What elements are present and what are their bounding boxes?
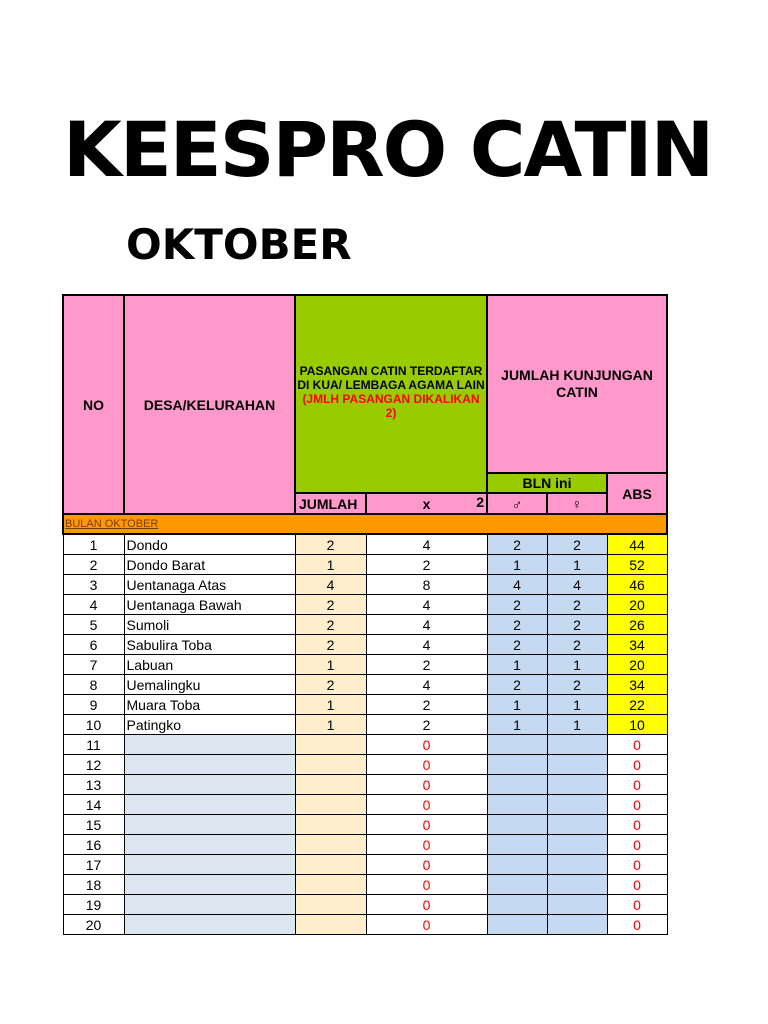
cell-no: 7 (63, 655, 124, 675)
header-pasangan-note: (JMLH PASANGAN DIKALIKAN 2) (302, 392, 480, 420)
cell-female: 1 (547, 715, 607, 735)
month-label: BULAN OKTOBER (65, 518, 159, 530)
cell-desa: Dondo Barat (124, 555, 295, 575)
cell-jumlah: 2 (295, 534, 366, 555)
cell-female (547, 815, 607, 835)
cell-x2: 4 (366, 635, 487, 655)
table-row (63, 875, 667, 895)
cell-x2: 0 (366, 875, 487, 895)
table-row (63, 815, 667, 835)
cell-male (487, 835, 547, 855)
cell-x2: 2 (366, 655, 487, 675)
cell-desa (124, 835, 295, 855)
cell-x2: 0 (366, 735, 487, 755)
cell-no: 14 (63, 795, 124, 815)
cell-abs: 0 (607, 735, 667, 755)
table-row (63, 715, 667, 735)
cell-abs: 20 (607, 595, 667, 615)
cell-male (487, 915, 547, 935)
cell-jumlah: 2 (295, 615, 366, 635)
cell-desa (124, 855, 295, 875)
cell-no: 8 (63, 675, 124, 695)
table-row (63, 855, 667, 875)
header-x2 (366, 493, 487, 514)
cell-jumlah (295, 915, 366, 935)
cell-no: 4 (63, 595, 124, 615)
cell-male (487, 815, 547, 835)
cell-male (487, 755, 547, 775)
table-row (63, 595, 667, 615)
cell-x2: 2 (366, 555, 487, 575)
cell-desa (124, 735, 295, 755)
cell-abs: 20 (607, 655, 667, 675)
cell-x2: 0 (366, 855, 487, 875)
cell-x2: 0 (366, 755, 487, 775)
cell-x2: 8 (366, 575, 487, 595)
header-jumlah: JUMLAH (295, 493, 366, 514)
cell-jumlah (295, 835, 366, 855)
cell-abs: 0 (607, 755, 667, 775)
table-row (63, 615, 667, 635)
cell-female: 4 (547, 575, 607, 595)
table-row (63, 695, 667, 715)
cell-no: 5 (63, 615, 124, 635)
table-row (63, 915, 667, 935)
table-row (63, 895, 667, 915)
cell-male: 1 (487, 555, 547, 575)
cell-female: 2 (547, 675, 607, 695)
cell-female (547, 915, 607, 935)
table-row (63, 835, 667, 855)
cell-female: 2 (547, 534, 607, 555)
cell-desa (124, 915, 295, 935)
header-abs: ABS (607, 473, 667, 514)
page-title: KEESPRO CATIN (63, 105, 713, 194)
table-row (63, 575, 667, 595)
cell-female: 1 (547, 655, 607, 675)
cell-male (487, 735, 547, 755)
cell-no: 6 (63, 635, 124, 655)
cell-male: 2 (487, 675, 547, 695)
cell-male (487, 795, 547, 815)
cell-no: 16 (63, 835, 124, 855)
table-row (63, 655, 667, 675)
table-row (63, 795, 667, 815)
cell-jumlah: 1 (295, 695, 366, 715)
cell-x2: 4 (366, 534, 487, 555)
cell-male: 1 (487, 655, 547, 675)
cell-female (547, 855, 607, 875)
cell-x2: 0 (366, 795, 487, 815)
cell-abs: 22 (607, 695, 667, 715)
cell-x2: 0 (366, 835, 487, 855)
cell-x2: 2 (366, 715, 487, 735)
cell-male: 1 (487, 695, 547, 715)
cell-male: 2 (487, 615, 547, 635)
cell-abs: 44 (607, 534, 667, 555)
cell-jumlah (295, 795, 366, 815)
cell-abs: 26 (607, 615, 667, 635)
cell-x2: 2 (366, 695, 487, 715)
header-pasangan-main: PASANGAN CATIN TERDAFTAR DI KUA/ LEMBAGA AGAMA LAIN (297, 364, 485, 392)
cell-female (547, 735, 607, 755)
header-no: NO (63, 295, 124, 514)
cell-female (547, 875, 607, 895)
cell-x2: 4 (366, 675, 487, 695)
cell-female (547, 835, 607, 855)
cell-jumlah: 2 (295, 595, 366, 615)
table-row (63, 534, 667, 555)
cell-abs: 0 (607, 795, 667, 815)
header-pasangan (295, 295, 487, 493)
data-table (62, 294, 668, 935)
cell-no: 19 (63, 895, 124, 915)
cell-female (547, 755, 607, 775)
cell-female: 1 (547, 555, 607, 575)
cell-jumlah: 1 (295, 715, 366, 735)
cell-jumlah (295, 855, 366, 875)
cell-female: 2 (547, 635, 607, 655)
cell-abs: 10 (607, 715, 667, 735)
cell-jumlah: 1 (295, 555, 366, 575)
cell-abs: 0 (607, 835, 667, 855)
cell-desa (124, 755, 295, 775)
cell-desa: Patingko (124, 715, 295, 735)
cell-abs: 0 (607, 815, 667, 835)
table-row (63, 735, 667, 755)
month-label-row (63, 514, 667, 534)
cell-jumlah: 2 (295, 635, 366, 655)
table-row (63, 775, 667, 795)
cell-male: 2 (487, 635, 547, 655)
cell-male: 1 (487, 715, 547, 735)
cell-male: 2 (487, 595, 547, 615)
cell-jumlah: 1 (295, 655, 366, 675)
cell-no: 9 (63, 695, 124, 715)
cell-no: 15 (63, 815, 124, 835)
cell-desa (124, 775, 295, 795)
cell-female (547, 795, 607, 815)
table-row (63, 635, 667, 655)
header-male: ♂ (487, 493, 547, 514)
cell-desa: Muara Toba (124, 695, 295, 715)
cell-no: 3 (63, 575, 124, 595)
cell-jumlah (295, 895, 366, 915)
cell-female: 2 (547, 615, 607, 635)
cell-male: 4 (487, 575, 547, 595)
cell-no: 18 (63, 875, 124, 895)
cell-no: 13 (63, 775, 124, 795)
cell-male (487, 875, 547, 895)
cell-female (547, 895, 607, 915)
cell-female: 2 (547, 595, 607, 615)
cell-no: 2 (63, 555, 124, 575)
cell-abs: 52 (607, 555, 667, 575)
cell-male (487, 775, 547, 795)
cell-jumlah (295, 755, 366, 775)
cell-female (547, 775, 607, 795)
header-female: ♀ (547, 493, 607, 514)
cell-female: 1 (547, 695, 607, 715)
cell-desa (124, 895, 295, 915)
header-two-label: 2 (476, 494, 484, 510)
cell-male (487, 895, 547, 915)
cell-desa (124, 815, 295, 835)
cell-x2: 0 (366, 895, 487, 915)
cell-abs: 0 (607, 855, 667, 875)
cell-no: 12 (63, 755, 124, 775)
cell-male (487, 855, 547, 875)
cell-no: 20 (63, 915, 124, 935)
cell-desa: Uemalingku (124, 675, 295, 695)
cell-desa: Labuan (124, 655, 295, 675)
cell-abs: 0 (607, 775, 667, 795)
cell-no: 17 (63, 855, 124, 875)
cell-jumlah (295, 735, 366, 755)
cell-x2: 0 (366, 815, 487, 835)
header-x-label: x (422, 495, 431, 512)
cell-desa (124, 875, 295, 895)
cell-x2: 4 (366, 615, 487, 635)
cell-abs: 46 (607, 575, 667, 595)
cell-no: 10 (63, 715, 124, 735)
cell-male: 2 (487, 534, 547, 555)
cell-jumlah (295, 775, 366, 795)
cell-desa: Sabulira Toba (124, 635, 295, 655)
cell-jumlah: 2 (295, 675, 366, 695)
cell-abs: 0 (607, 875, 667, 895)
cell-jumlah (295, 875, 366, 895)
cell-desa (124, 795, 295, 815)
table-row (63, 755, 667, 775)
cell-jumlah: 4 (295, 575, 366, 595)
cell-desa: Dondo (124, 534, 295, 555)
cell-abs: 0 (607, 915, 667, 935)
cell-abs: 0 (607, 895, 667, 915)
cell-desa: Uentanaga Bawah (124, 595, 295, 615)
cell-jumlah (295, 815, 366, 835)
cell-x2: 0 (366, 915, 487, 935)
table-row (63, 675, 667, 695)
table-row (63, 555, 667, 575)
cell-desa: Uentanaga Atas (124, 575, 295, 595)
cell-x2: 4 (366, 595, 487, 615)
cell-abs: 34 (607, 635, 667, 655)
header-kunjungan: JUMLAH KUNJUNGAN CATIN (487, 295, 667, 473)
cell-no: 11 (63, 735, 124, 755)
page-subtitle: OKTOBER (126, 220, 352, 269)
header-desa: DESA/KELURAHAN (124, 295, 295, 514)
cell-x2: 0 (366, 775, 487, 795)
cell-abs: 34 (607, 675, 667, 695)
cell-desa: Sumoli (124, 615, 295, 635)
header-bln-ini: BLN ini (487, 473, 607, 493)
cell-no: 1 (63, 534, 124, 555)
